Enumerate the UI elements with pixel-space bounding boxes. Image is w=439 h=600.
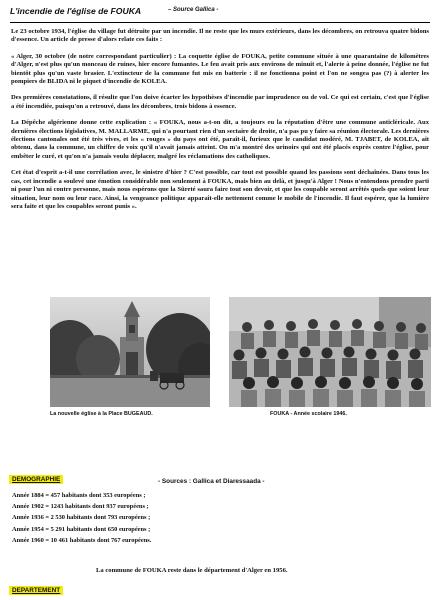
page-title: L'incendie de l'église de FOUKA	[10, 6, 142, 16]
paragraph-findings: Des premières constatations, il résulte que l'on doive écarter les hypothèses d'incendie par imprudence ou de vol. Ce qui est certain, c'est que l'église a été incendiée, puisqu'on a retrouvé, dans les décombres, trois bidons à essence.	[11, 94, 429, 110]
paragraph-intro: Le 23 octobre 1934, l'église du village fut détruite par un incendie. Il ne reste que les murs extérieurs, dans les décombres, on retrouva quatre bidons d'essence. Un article de presse d'alors relate ces faits :	[11, 28, 429, 44]
article-body	[11, 28, 429, 219]
paragraph-conclusion: Cet état d'esprit a-t-il une corrélation avec, le sinistre d'hier ? C'est possible, car tout est possible quand les passions sont déchaînées. Dans tous les cas, cet incendie a soulevé une émotion considérable non seulement à FOUKA, mais bien au delà, et jusqu'à Alger ! Nous n'entendons prendre parti ni pour l'un ni contre personne, mais nous espérons que la Sûreté saura faire tout son devoir, et que les coupable seront arrêtés quels que soient leur situation, leur nom ou leur race. Ainsi, la vengeance politique apparaît-elle nettement comme le mobile de l'incendie. Il faut espérer, que la lumière sera faite et que les coupables seront punis ».	[11, 169, 429, 210]
school-photo	[229, 297, 431, 407]
population-list	[12, 490, 312, 546]
demographie-sources: - Sources : Gallica et Diaressaada -	[158, 478, 265, 485]
page-header	[10, 6, 430, 23]
paragraph-depeche: La Dépêche algérienne donne cette explication : « FOUKA, nous a-t-on dit, a toujours eu la réputation d'être une commune anticléricale. Aux dernières élections législatives, M. MALLARME, qui n'a pourtant rien d'un sectaire de droite, n'a pas pu y faire sa réunion électorale. Les dernières élections cantonales ont été très vives, et les « rouges » du pays ont été, paraît-il, furieux que le candidat modéré, M. TJABET, de KOLEA, ait obtenu, dans la commune, un chiffre de voix qu'il n'avait jamais atteint. On m'a montré des urinoirs qui ont été placés exprès contre l'église, pour embêter le curé, et qu'on n'a jamais voulu déplacer, malgré les réclamations des catholiques.	[11, 119, 429, 160]
demographie-label: DEMOGRAPHIE	[9, 475, 63, 484]
list-item: Année 1936 = 2 530 habitants dont 793 européens ;	[12, 514, 151, 522]
list-item: Année 1884 = 457 habitants dont 353 européens ;	[12, 492, 146, 499]
church-photo-caption: La nouvelle église à la Place BUGEAUD.	[50, 411, 153, 417]
list-item: Année 1954 = 5 291 habitants dont 650 européens ;	[12, 525, 151, 533]
source-note: – Source Gallica -	[168, 7, 219, 13]
church-photo	[50, 297, 210, 407]
departement-note: La commune de FOUKA reste dans le département d'Alger en 1956.	[96, 567, 288, 574]
school-photo-caption: FOUKA - Année scolaire 1946.	[270, 411, 347, 417]
departement-label: DEPARTEMENT	[9, 586, 63, 595]
paragraph-press-quote: « Alger, 30 octobre (de notre correspondant particulier) : La coquette église de FOUKA, petite commune située à une quarantaine de kilomètres d'Alger, n'est plus qu'un monceau de ruines, hier encore fumantes. Le feu avait pris aux environs de minuit et, l'alerte à peine donnée, l'église ne fut bientôt plus qu'un vaste brasier. L'extincteur de la commune fut mis en batterie : il ne fonctionna point et l'on ne songea pas (?) à alerter les pompiers de BLIDA ni le piquet d'incendie de KOLEA.	[11, 52, 429, 86]
list-item: Année 1960 = 10 461 habitants dont 767 européens.	[12, 536, 152, 544]
list-item: Année 1902 = 1243 habitants dont 937 européens ;	[12, 503, 149, 511]
